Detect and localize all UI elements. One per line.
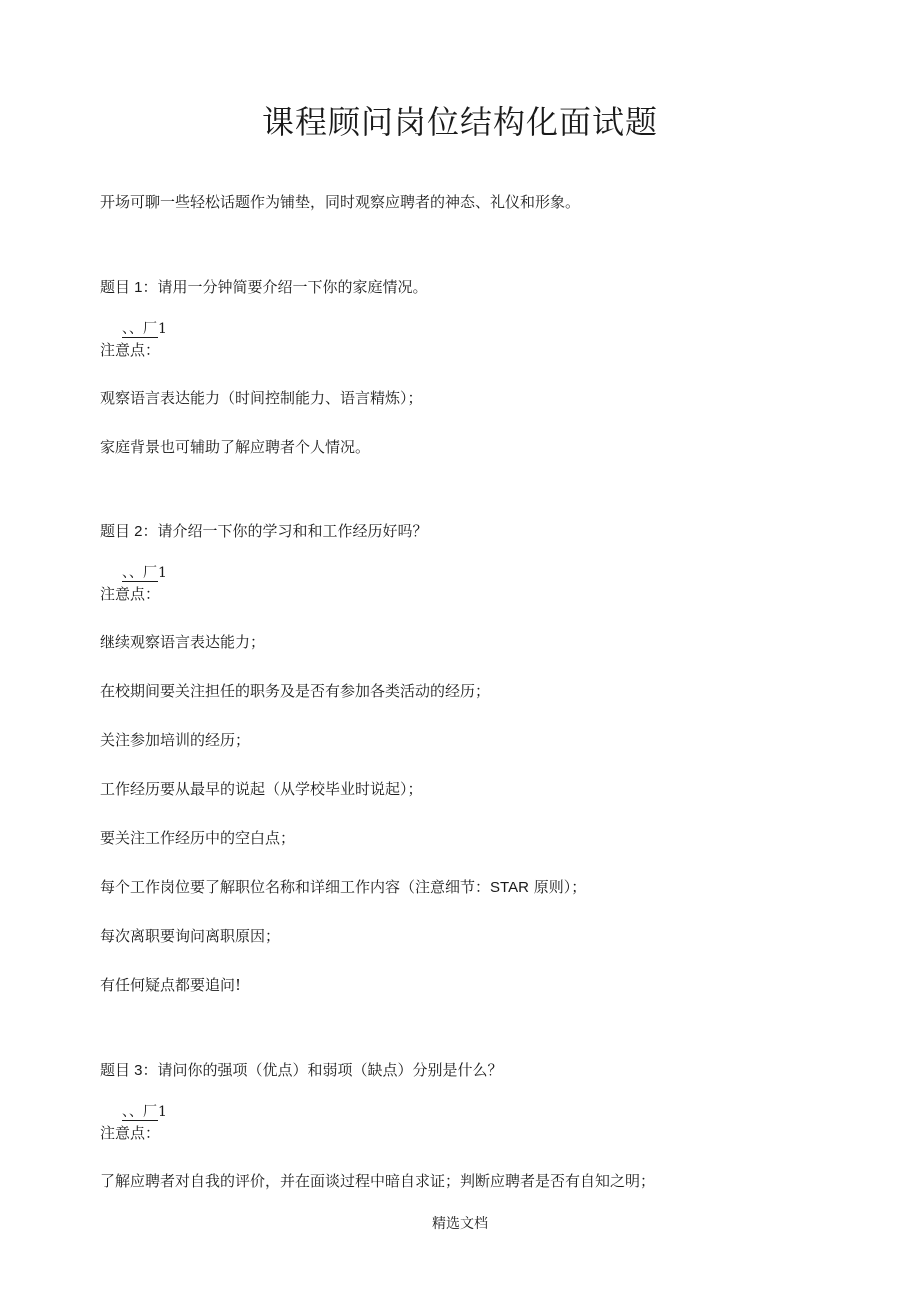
question-2-note-4: 工作经历要从最早的说起（从学校毕业时说起）； (100, 780, 423, 798)
question-2-text: 请介绍一下你的学习和和工作经历好吗？ (157, 522, 428, 540)
question-3-mark-glyphs: 、、厂 (122, 1104, 157, 1120)
question-2-note-8: 有任何疑点都要追问! (100, 976, 242, 994)
question-2-note-6 (100, 877, 586, 898)
question-1 (100, 277, 428, 298)
question-2-mark (122, 564, 167, 582)
question-1-label: 题目 1： (100, 279, 158, 296)
question-2-note-1: 继续观察语言表达能力； (100, 633, 266, 651)
question-1-note-1: 观察语言表达能力（时间控制能力、语言精炼）； (100, 389, 423, 407)
question-2-note-6-text: 每个工作岗位要了解职位名称和详细工作内容（注意细节： (100, 878, 491, 896)
question-3-label: 题目 3： (100, 1062, 158, 1079)
question-1-mark-number: 1 (158, 321, 167, 337)
question-1-mark (122, 320, 167, 338)
question-3-text: 请问你的强项（优点）和弱项（缺点）分别是什么？ (157, 1061, 503, 1079)
question-2-note-6-tail: 原则）； (528, 878, 587, 896)
question-3-mark (122, 1103, 167, 1121)
document-title: 课程顾问岗位结构化面试题 (261, 103, 658, 141)
question-3-mark-number: 1 (158, 1104, 167, 1120)
question-3-note-1: 了解应聘者对自我的评价，并在面谈过程中暗自求证；判断应聘者是否有自知之明； (100, 1172, 656, 1190)
question-2-note-3: 关注参加培训的经历； (100, 731, 251, 749)
question-2 (100, 521, 428, 542)
question-2-label: 题目 2： (100, 523, 158, 540)
question-1-mark-glyphs: 、、厂 (122, 321, 157, 337)
intro-paragraph: 开场可聊一些轻松话题作为铺垫，同时观察应聘者的神态、礼仪和形象。 (100, 193, 581, 211)
question-3-notes-label: 注意点： (100, 1124, 161, 1142)
question-3 (100, 1060, 503, 1081)
question-2-mark-number: 1 (158, 565, 167, 581)
question-1-notes-label: 注意点： (100, 341, 161, 359)
question-2-note-7: 每次离职要询问离职原因； (100, 927, 281, 945)
question-1-note-2: 家庭背景也可辅助了解应聘者个人情况。 (100, 438, 371, 456)
page-footer: 精选文档 (432, 1216, 488, 1232)
question-2-notes-label: 注意点： (100, 585, 161, 603)
question-1-text: 请用一分钟简要介绍一下你的家庭情况。 (157, 278, 428, 296)
question-2-mark-glyphs: 、、厂 (122, 565, 157, 581)
question-2-note-6-star: STAR (490, 879, 529, 896)
question-2-note-2: 在校期间要关注担任的职务及是否有参加各类活动的经历； (100, 682, 491, 700)
question-2-note-5: 要关注工作经历中的空白点； (100, 829, 296, 847)
